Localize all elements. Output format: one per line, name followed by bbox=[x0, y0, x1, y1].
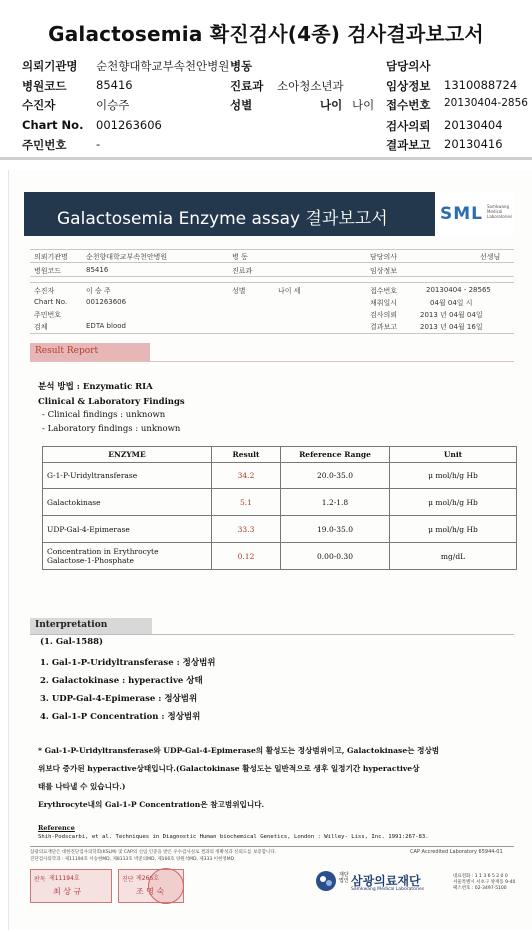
foundation-prefix: 재단법인 bbox=[339, 872, 349, 884]
info-label: Chart No. bbox=[34, 298, 68, 306]
info-label: 병 동 bbox=[232, 253, 248, 261]
field-label: 결과보고 bbox=[386, 138, 431, 152]
sml-logo-subtext: Samkwang Medical Laboratories bbox=[487, 204, 513, 219]
clinical-title: Clinical & Laboratory Findings bbox=[38, 397, 185, 407]
report-banner bbox=[24, 192, 514, 236]
unit: μ mol/h/g Hb bbox=[390, 489, 517, 516]
field-label: 수진자 bbox=[22, 98, 56, 112]
info-value: 04월 04일 시 bbox=[430, 299, 473, 307]
comment-line: 위보다 증가된 hyperactive상태입니다.(Galactokinase 활성도는 일반적으로 생후 일정기간 hyperactive상 bbox=[38, 764, 420, 773]
result-report-heading bbox=[30, 343, 150, 361]
reference-range: 0.00-0.30 bbox=[281, 543, 390, 570]
info-label: 결과보고 bbox=[370, 323, 398, 331]
column-header: Result bbox=[212, 447, 281, 463]
field-label: 담당의사 bbox=[386, 59, 431, 73]
enzyme-name: UDP-Gal-4-Epimerase bbox=[43, 516, 212, 543]
seal-license: 제266호 bbox=[136, 875, 160, 882]
field-label: Chart No. bbox=[22, 118, 84, 132]
reference-heading: Reference bbox=[38, 824, 75, 832]
footer-note: 삼광의료재단은 대한진단검사의학회(KSLM) 및 CAP의 신임 인증을 받은 우수검사실로 결과의 정확성과 신뢰도를 보증합니다. bbox=[30, 850, 277, 855]
field-value: 순천향대학교부속천안병원 bbox=[96, 59, 230, 73]
reference-range: 1.2-1.8 bbox=[281, 489, 390, 516]
info-label: 채취일시 bbox=[370, 299, 398, 307]
interp-line: 2. Galactokinase : hyperactive 상태 bbox=[40, 676, 203, 686]
field-value: 이승주 bbox=[96, 98, 130, 112]
comment-line: 태를 나타낼 수 있습니다.) bbox=[38, 782, 126, 791]
divider bbox=[0, 157, 532, 160]
info-value: 나이 세 bbox=[278, 287, 301, 295]
seal-label: 판독 bbox=[34, 876, 46, 883]
result-value: 0.12 bbox=[212, 543, 281, 570]
info-label: 접수번호 bbox=[370, 287, 398, 295]
sml-logo-text: SML bbox=[440, 204, 483, 224]
footer-note: 진단검사의학과 : 제11194호 서승현MD, 제8113호 박준의MD, 제166호 양원석MD, 제333 이현영MD bbox=[30, 857, 235, 862]
interp-line: 4. Gal-1-P Concentration : 정상범위 bbox=[40, 712, 201, 722]
result-value: 33.3 bbox=[212, 516, 281, 543]
enzyme-name: G-1-P-Uridyltransferase bbox=[43, 462, 212, 489]
info-value: 2013 년 04월 16일 bbox=[420, 323, 483, 331]
cap-accreditation: CAP Accredited Laboratory 65944-01 bbox=[410, 849, 503, 855]
field-label: 접수번호 bbox=[386, 98, 431, 112]
info-label: 주민번호 bbox=[34, 311, 62, 319]
foundation-name: 삼광의료재단 bbox=[351, 874, 421, 888]
field-value: 20130416 bbox=[444, 137, 503, 151]
result-value: 34.2 bbox=[212, 462, 281, 489]
column-header: ENZYME bbox=[43, 447, 212, 463]
reference-range: 19.0-35.0 bbox=[281, 516, 390, 543]
foundation-english: Samkwang Medical Laboratories bbox=[351, 887, 425, 892]
table-row bbox=[43, 489, 517, 516]
interp-line: 3. UDP-Gal-4-Epimerase : 정상범위 bbox=[40, 694, 198, 704]
field-label: 주민번호 bbox=[22, 138, 67, 152]
reference-range: 20.0-35.0 bbox=[281, 462, 390, 489]
enzyme-name: Concentration in Erythrocyte Galactose-1-Phosphate bbox=[43, 543, 212, 570]
unit: mg/dL bbox=[390, 543, 517, 570]
field-value: 001263606 bbox=[96, 118, 162, 132]
info-label: 진료과 bbox=[232, 267, 253, 275]
comment-line: * Gal-1-P-Uridyltransferase와 UDP-Gal-4-Epimerase의 활성도는 정상범위이고, Galactokinase는 정상범 bbox=[38, 746, 440, 755]
seal-name: 최 상 규 bbox=[53, 887, 82, 896]
enzyme-result-table bbox=[42, 446, 517, 570]
unit: μ mol/h/g Hb bbox=[390, 462, 517, 489]
info-value: EDTA blood bbox=[86, 322, 126, 330]
interpretation-heading bbox=[30, 618, 152, 634]
info-value: 순천향대학교부속천안병원 bbox=[86, 253, 168, 261]
info-label: 검사의뢰 bbox=[370, 311, 398, 319]
field-label: 임상정보 bbox=[386, 79, 431, 93]
field-label: 진료과 bbox=[230, 79, 264, 93]
result-value: 5.1 bbox=[212, 489, 281, 516]
divider bbox=[30, 846, 514, 847]
laboratory-findings: - Laboratory findings : unknown bbox=[42, 424, 181, 434]
table-header-row bbox=[43, 447, 517, 463]
seal-license: 제11194호 bbox=[49, 875, 80, 882]
field-label: 병동 bbox=[230, 59, 253, 73]
page-title: Galactosemia 확진검사(4종) 검사결과보고서 bbox=[48, 22, 484, 46]
info-label: 임상정보 bbox=[370, 267, 398, 275]
analysis-method: 분석 방법 : Enzymatic RIA bbox=[38, 382, 153, 392]
foundation-emblem-icon bbox=[315, 870, 337, 892]
field-label: 성별 bbox=[230, 98, 253, 112]
field-value: 나이 bbox=[352, 98, 375, 112]
result-report-label: Result Report bbox=[35, 346, 99, 356]
column-header: Reference Range bbox=[281, 447, 390, 463]
field-label: 검사의뢰 bbox=[386, 119, 431, 133]
info-value: 85416 bbox=[86, 266, 109, 274]
field-label: 병원코드 bbox=[22, 79, 67, 93]
foundation-logo bbox=[315, 870, 425, 896]
seal-label: 진단 bbox=[122, 876, 134, 883]
divider bbox=[30, 634, 514, 635]
unit: μ mol/h/g Hb bbox=[390, 516, 517, 543]
field-value: 20130404 bbox=[444, 118, 503, 132]
enzyme-name: Galactokinase bbox=[43, 489, 212, 516]
info-value: 선생님 bbox=[480, 253, 501, 261]
field-value: 85416 bbox=[96, 78, 133, 92]
table-row bbox=[43, 543, 517, 570]
field-value: 20130404-2856 bbox=[444, 97, 528, 109]
column-header: Unit bbox=[390, 447, 517, 463]
divider bbox=[30, 282, 514, 283]
field-value: 1310088724 bbox=[444, 78, 518, 92]
table-row bbox=[43, 516, 517, 543]
info-label: 병원코드 bbox=[34, 267, 62, 275]
info-label: 수진자 bbox=[34, 287, 55, 295]
info-label: 검체 bbox=[34, 323, 48, 331]
info-label: 의뢰기관명 bbox=[34, 253, 68, 261]
contact-info: 대표전화 : 1 1 3 6 5 2 0 0 서울특별시 서초구 양재동 9-40 팩스번호 : 02-3497-5100 bbox=[453, 874, 516, 891]
field-value: 소아청소년과 bbox=[277, 79, 344, 93]
divider bbox=[30, 276, 514, 277]
info-label: 성별 bbox=[232, 287, 246, 295]
physician-seal bbox=[30, 869, 112, 903]
report-header bbox=[0, 0, 532, 160]
stamp-icon bbox=[148, 868, 184, 904]
info-label: 담당의사 bbox=[370, 253, 398, 261]
interp-line: 1. Gal-1-P-Uridyltransferase : 정상범위 bbox=[40, 658, 216, 668]
reference-text: Shih-Podscarbi, et al. Techniques in Diagnostic Human biochemical Genetics, London : Willey- Liss, Inc. 1991:267-83. bbox=[38, 834, 429, 840]
banner-title: Galactosemia Enzyme assay 결과보고서 bbox=[57, 209, 388, 229]
field-label: 의뢰기관명 bbox=[22, 59, 78, 73]
seal-name: 조 명 숙 bbox=[136, 887, 165, 896]
comment-line: Erythrocyte내의 Gal-1-P Concentration은 참고범위입니다. bbox=[38, 800, 265, 809]
table-row bbox=[43, 462, 517, 489]
info-value: 2013 년 04월 04일 bbox=[420, 311, 483, 319]
divider bbox=[30, 333, 514, 334]
divider bbox=[30, 249, 514, 250]
info-value: 20130404 - 28565 bbox=[426, 286, 491, 294]
info-value: 이 승 주 bbox=[86, 287, 111, 295]
interp-line: (1. Gal-1588) bbox=[40, 637, 104, 647]
divider bbox=[30, 361, 514, 362]
interpretation-label: Interpretation bbox=[35, 620, 108, 630]
info-value: 001263606 bbox=[86, 298, 127, 306]
field-label: 나이 bbox=[320, 98, 343, 112]
sml-logo bbox=[435, 192, 514, 236]
clinical-findings: - Clinical findings : unknown bbox=[42, 410, 166, 420]
field-value: - bbox=[96, 137, 101, 151]
divider bbox=[30, 262, 514, 263]
